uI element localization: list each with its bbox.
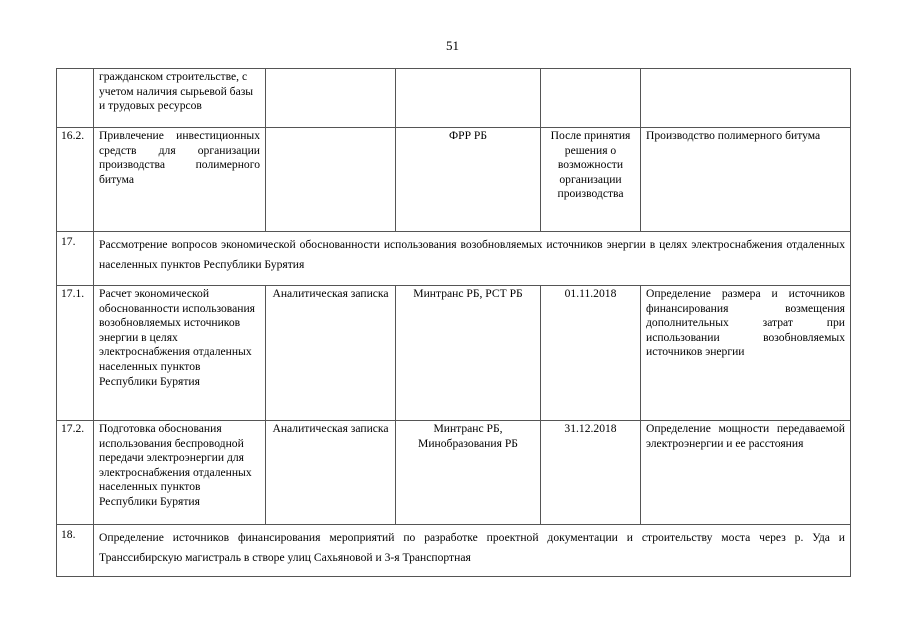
- row-number: 17.1.: [57, 286, 94, 421]
- expected-result: Определение мощности передаваемой электроэнергии и ее расстояния: [641, 421, 851, 525]
- deadline: 01.11.2018: [541, 286, 641, 421]
- row-number: 17.2.: [57, 421, 94, 525]
- row-number: 18.: [57, 525, 94, 577]
- measure-name: Подготовка обоснования использования беспроводной передачи электроэнергии для электроснабжения отдаленных населенных пунктов Республики Бурятия: [94, 421, 266, 525]
- section-title: Рассмотрение вопросов экономической обоснованности использования возобновляемых источников энергии в целях электроснабжения отдаленных населенных пунктов Республики Бурятия: [94, 232, 851, 286]
- measure-name: Привлечение инвестиционных средств для организации производства полимерного битума: [94, 128, 266, 232]
- row-number: 17.: [57, 232, 94, 286]
- deadline: После принятия решения о возможности организации производства: [541, 128, 641, 232]
- completion-form: Аналитическая записка: [266, 421, 396, 525]
- deadline: 31.12.2018: [541, 421, 641, 525]
- section-title: Определение источников финансирования мероприятий по разработке проектной документации и строительству моста через р. Уда и Транссибирскую магистраль в створе улиц Сахьяновой и 3-я Транспортная: [94, 525, 851, 577]
- completion-form: [266, 128, 396, 232]
- executors: [396, 69, 541, 128]
- row-number: 16.2.: [57, 128, 94, 232]
- section-row: [57, 232, 851, 286]
- executors: Минтранс РБ, Минобразования РБ: [396, 421, 541, 525]
- table-row: [57, 421, 851, 525]
- measures-table: [56, 68, 851, 577]
- executors: ФРР РБ: [396, 128, 541, 232]
- completion-form: [266, 69, 396, 128]
- completion-form: Аналитическая записка: [266, 286, 396, 421]
- expected-result: Производство полимерного битума: [641, 128, 851, 232]
- section-row: [57, 525, 851, 577]
- executors: Минтранс РБ, РСТ РБ: [396, 286, 541, 421]
- table-row: [57, 69, 851, 128]
- row-number: [57, 69, 94, 128]
- page-number: 51: [446, 38, 459, 53]
- table-row: [57, 286, 851, 421]
- measure-name: Расчет экономической обоснованности использования возобновляемых источников энергии в целях электроснабжения отдаленных населенных пунктов Республики Бурятия: [94, 286, 266, 421]
- table-row: [57, 128, 851, 232]
- expected-result: [641, 69, 851, 128]
- expected-result: Определение размера и источников финансирования возмещения дополнительных затрат при использовании возобновляемых источников энергии: [641, 286, 851, 421]
- deadline: [541, 69, 641, 128]
- measure-name: гражданском строительстве, с учетом наличия сырьевой базы и трудовых ресурсов: [94, 69, 266, 128]
